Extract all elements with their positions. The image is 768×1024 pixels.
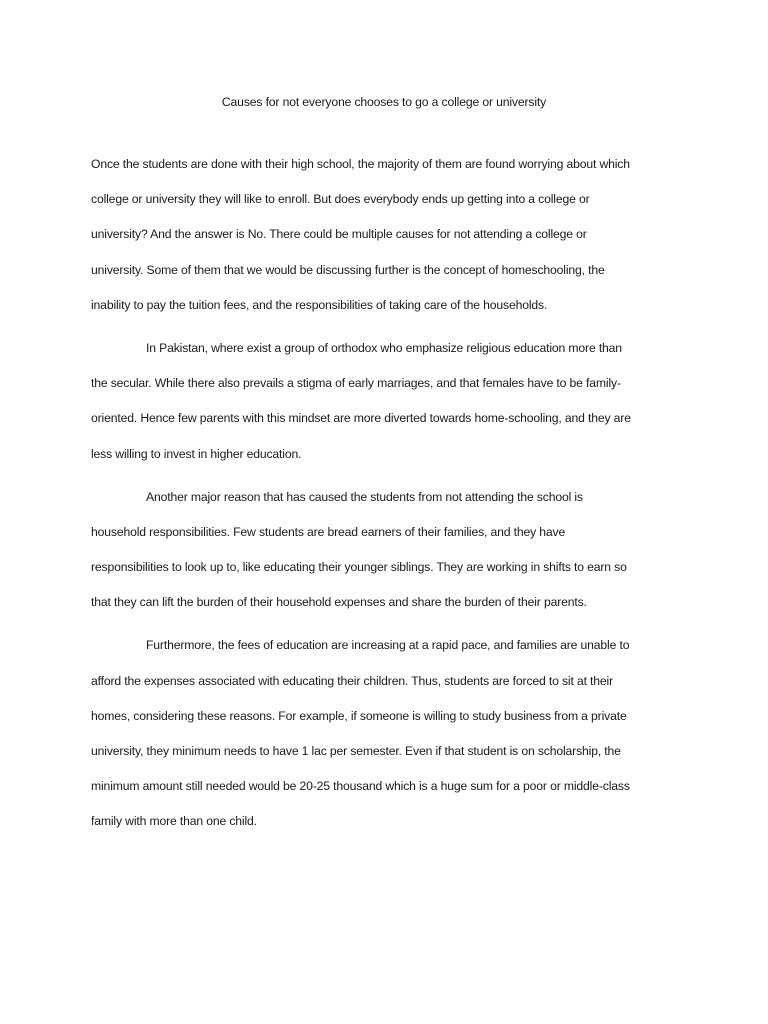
paragraph-intro xyxy=(91,147,691,323)
paragraph-spacer xyxy=(91,472,691,480)
paragraph-line: less willing to invest in higher education. xyxy=(91,446,302,461)
paragraph-line: oriented. Hence few parents with this mindset are more diverted towards home-schooling, and they are xyxy=(91,411,631,426)
paragraph-line: homes, considering these reasons. For example, if someone is willing to study business from a private xyxy=(91,708,627,723)
paragraph-line: university, they minimum needs to have 1 lac per semester. Even if that student is on scholarship, the xyxy=(91,744,621,758)
paragraph-line: the secular. While there also prevails a stigma of early marriages, and that females have to be family- xyxy=(91,376,621,391)
document-body xyxy=(91,147,691,840)
paragraph-line: university. Some of them that we would be discussing further is the concept of homeschooling, the xyxy=(91,262,605,277)
paragraph-line: Once the students are done with their high school, the majority of them are found worrying about which xyxy=(91,157,630,171)
paragraph-line: family with more than one child. xyxy=(91,814,257,829)
paragraph-line: afford the expenses associated with educating their children. Thus, students are forced to sit at their xyxy=(91,673,614,688)
paragraph-pakistan xyxy=(91,331,691,472)
paragraph-fees xyxy=(91,628,691,839)
paragraph-line: college or university they will like to enroll. But does everybody ends up getting into a college or xyxy=(91,192,590,207)
paragraph-line: inability to pay the tuition fees, and the responsibilities of taking care of the households. xyxy=(91,297,548,312)
document-title: Causes for not everyone chooses to go a college or university xyxy=(221,95,547,109)
paragraph-line: that they can lift the burden of their household expenses and share the burden of their parents. xyxy=(91,595,587,610)
paragraph-line: university? And the answer is No. There could be multiple causes for not attending a college or xyxy=(91,227,587,242)
paragraph-spacer xyxy=(91,323,691,331)
paragraph-line: Another major reason that has caused the students from not attending the school is xyxy=(146,489,583,504)
paragraph-line: household responsibilities. Few students are bread earners of their families, and they have xyxy=(91,524,566,539)
paragraph-line: minimum amount still needed would be 20-25 thousand which is a huge sum for a poor or middle-class xyxy=(91,779,630,794)
paragraph-household xyxy=(91,480,691,621)
paragraph-line: Furthermore, the fees of education are increasing at a rapid pace, and families are unable to xyxy=(146,638,630,653)
paragraph-spacer xyxy=(91,620,691,628)
paragraph-line: responsibilities to look up to, like educating their younger siblings. They are working in shifts to earn so xyxy=(91,560,627,575)
paragraph-line: In Pakistan, where exist a group of orthodox who emphasize religious education more than xyxy=(146,340,622,355)
